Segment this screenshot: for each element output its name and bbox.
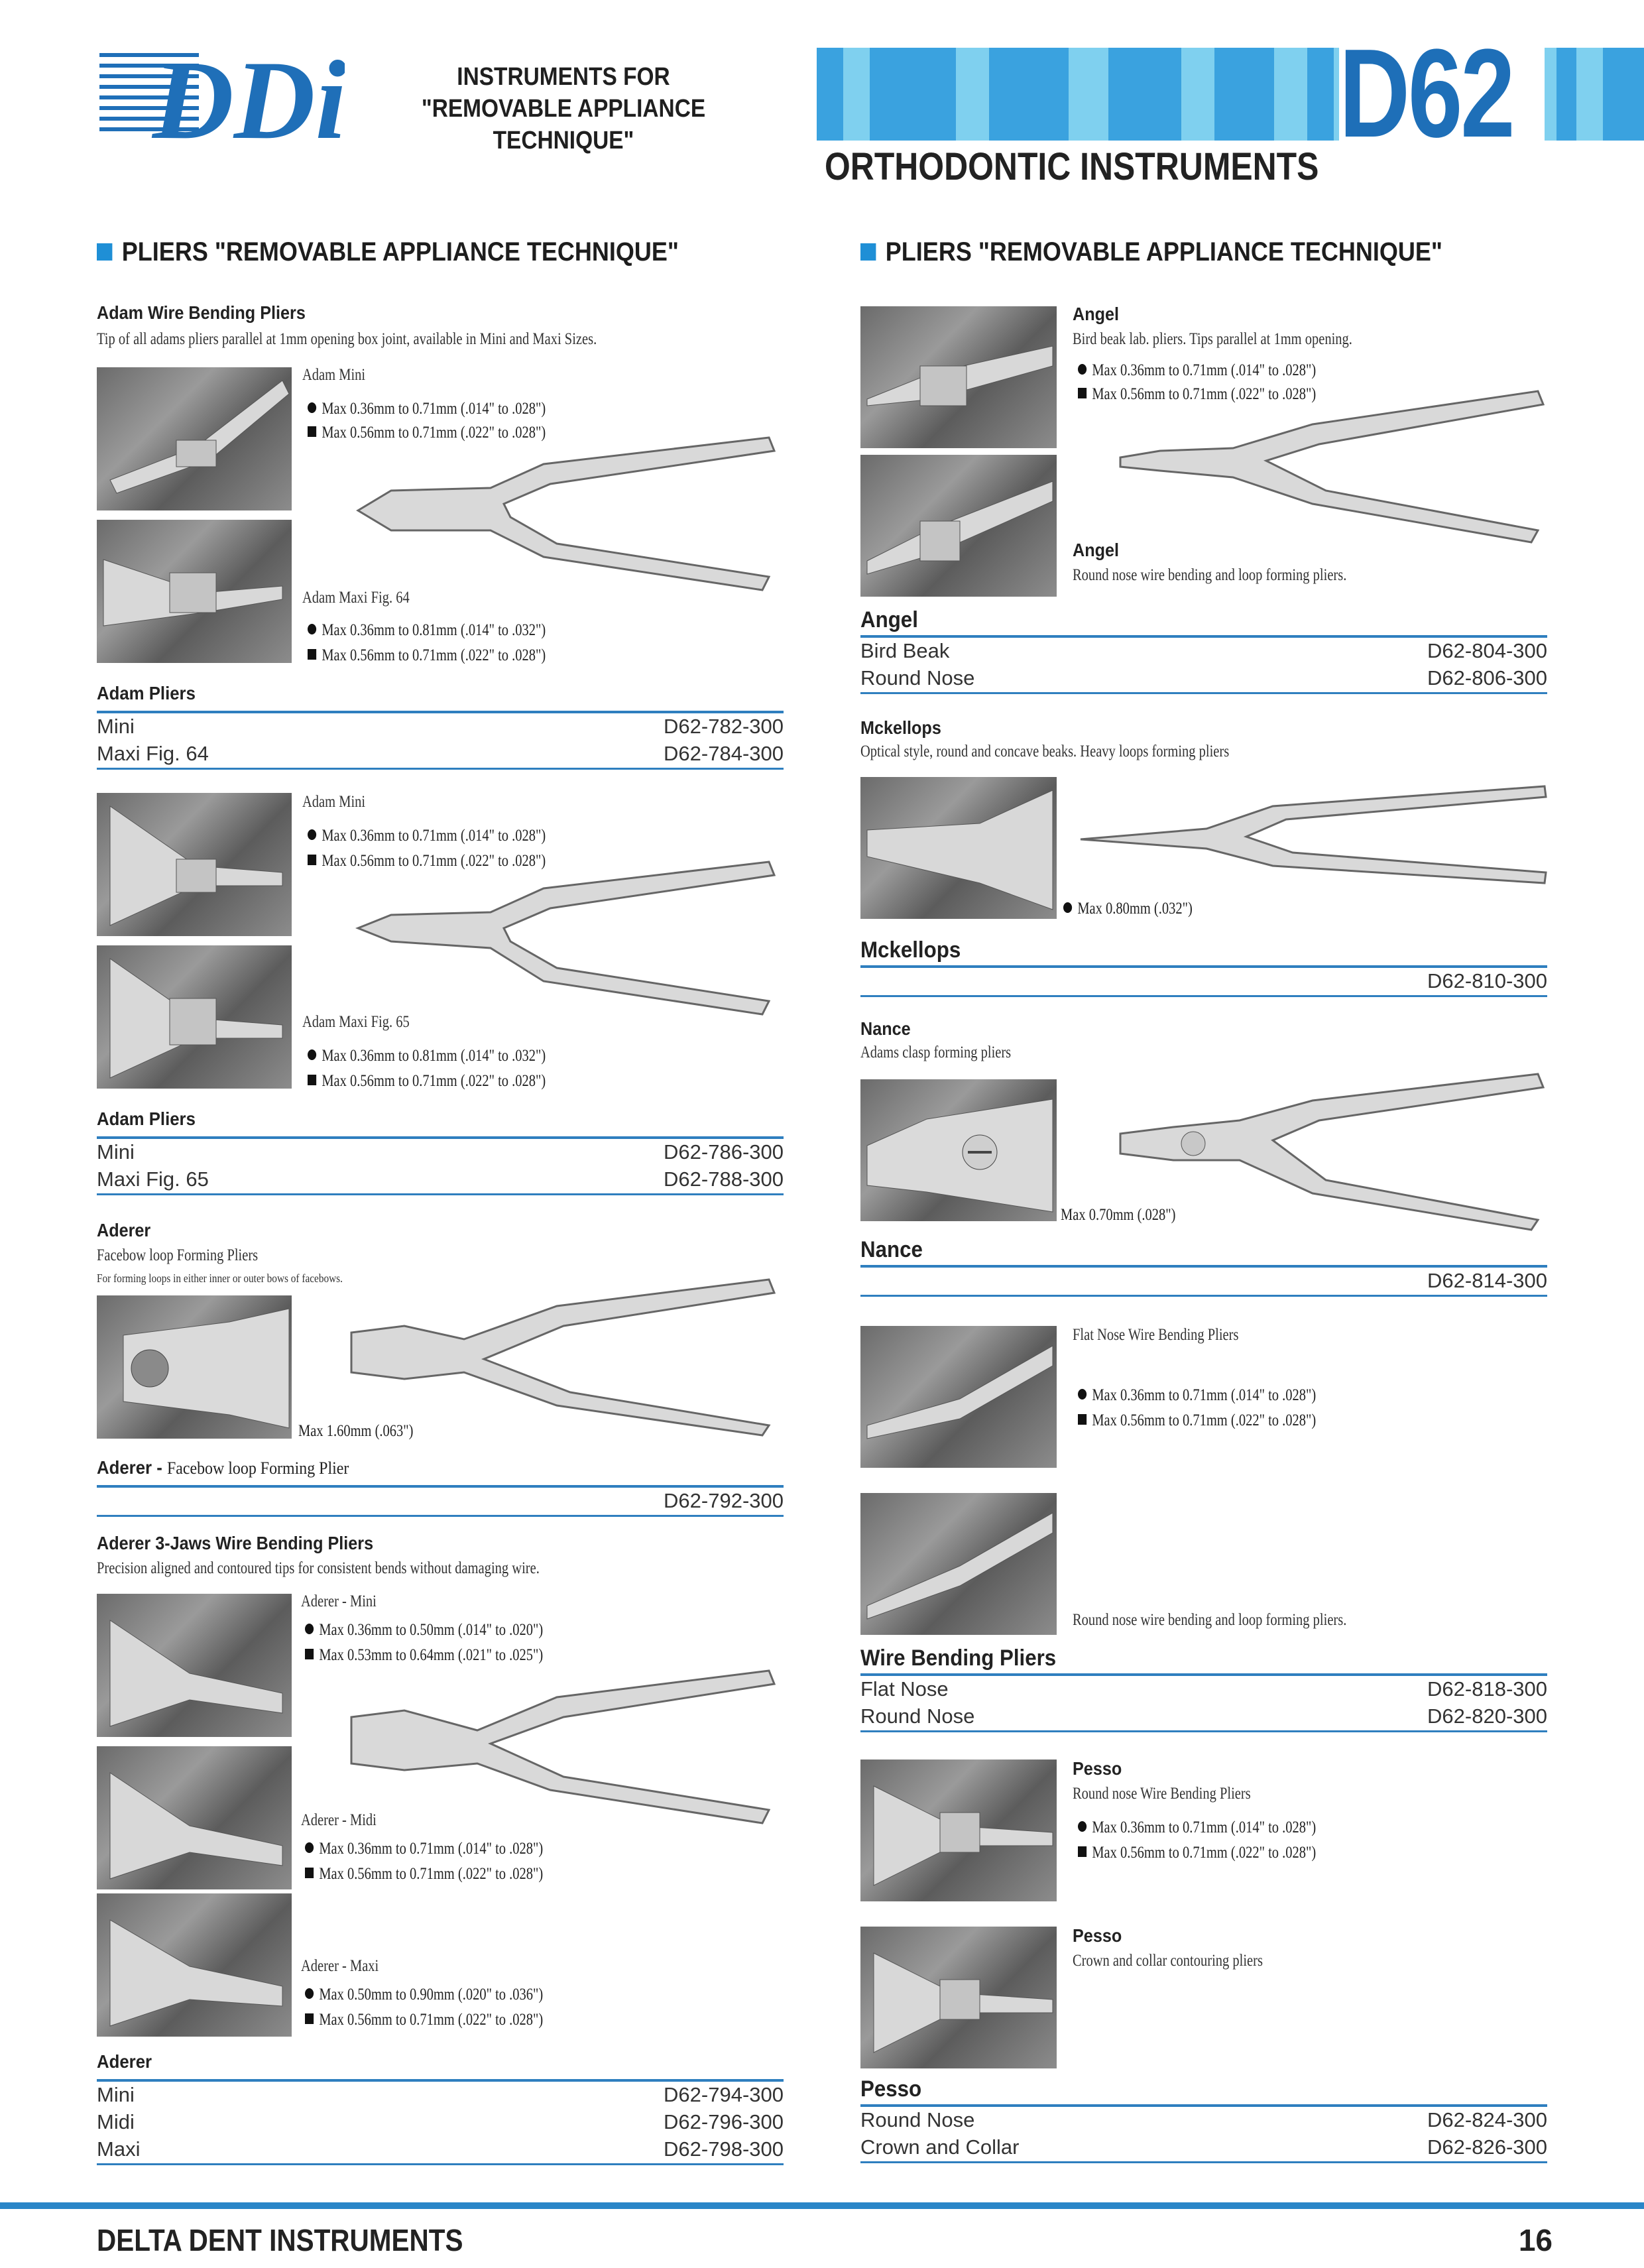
adam-wire-title: Adam Wire Bending Pliers (97, 302, 306, 323)
aderer-plier-drawing (345, 1266, 782, 1439)
header-title-line1: INSTRUMENTS FOR (457, 63, 670, 91)
pesso-spec1: Max 0.36mm to 0.71mm (.014" to .028") (1078, 1815, 1316, 1840)
adam-mini-spec2: Max 0.56mm to 0.71mm (.022" to .028") (308, 420, 546, 446)
adam-mini-label: Adam Mini (302, 366, 366, 384)
angel-spec2: Max 0.56mm to 0.71mm (.022" to .028") (1078, 382, 1316, 407)
table-title: Aderer (97, 2051, 152, 2072)
table-row: Crown and Collar D62-826-300 (860, 2135, 1547, 2159)
adam-mini-2-spec2: Max 0.56mm to 0.71mm (.022" to .028") (308, 849, 546, 874)
round-wire-icon (1078, 364, 1086, 375)
aderer-spec: Max 1.60mm (.063") (298, 1422, 414, 1440)
page-number: 16 (1518, 2223, 1553, 2257)
round-wire-icon (305, 1842, 314, 1853)
adam-mini-photo (97, 367, 292, 510)
adam-mini-2-spec1: Max 0.36mm to 0.71mm (.014" to .028") (308, 823, 546, 849)
table-row: D62-810-300 (1427, 969, 1547, 992)
pesso-title-1: Pesso (1073, 1758, 1122, 1779)
table-title: Nance (860, 1237, 923, 1262)
angel-spec1: Max 0.36mm to 0.71mm (.014" to .028") (1078, 358, 1316, 383)
round-wire-icon (308, 624, 316, 634)
adam-maxi-spec2: Max 0.56mm to 0.71mm (.022" to .028") (308, 643, 546, 668)
aderer-mini-label: Aderer - Mini (301, 1592, 377, 1610)
pesso-title-2: Pesso (1073, 1925, 1122, 1946)
adam-maxi-spec1: Max 0.36mm to 0.81mm (.014" to .032") (308, 618, 546, 643)
adam-pliers-table-1 (97, 683, 784, 770)
footer-rule (0, 2202, 1644, 2209)
table-row: Maxi Fig. 65 D62-788-300 (97, 1167, 784, 1191)
section-square-icon (97, 243, 112, 261)
mckellops-title: Mckellops (860, 717, 941, 738)
round-wire-icon (308, 1049, 316, 1060)
square-wire-icon (305, 1868, 314, 1878)
square-wire-icon (308, 649, 316, 660)
adam-maxi-2-photo (97, 945, 292, 1089)
mckellops-plier-drawing (1074, 773, 1551, 899)
table-row: Round Nose D62-806-300 (860, 666, 1547, 689)
adam-maxi-photo (97, 520, 292, 663)
angel-title-2: Angel (1073, 540, 1120, 560)
table-title: Pesso (860, 2076, 922, 2102)
pesso-crown-photo (860, 1927, 1057, 2068)
table-row: Round Nose D62-820-300 (860, 1704, 1547, 1728)
aderer-title: Aderer (97, 1220, 151, 1240)
pesso-desc-2: Crown and collar contouring pliers (1073, 1952, 1263, 1970)
adam-maxi-2-spec1: Max 0.36mm to 0.81mm (.014" to .032") (308, 1044, 546, 1069)
table-row: Mini D62-794-300 (97, 2083, 784, 2106)
wire-bending-table (860, 1645, 1547, 1732)
flat-nose-spec1: Max 0.36mm to 0.71mm (.014" to .028") (1078, 1383, 1316, 1408)
logo-text: DDi (152, 46, 345, 146)
flat-nose-spec2: Max 0.56mm to 0.71mm (.022" to .028") (1078, 1408, 1316, 1433)
aderer3-plier-drawing (345, 1657, 782, 1830)
angel-title-1: Angel (1073, 304, 1120, 324)
aderer-mini-photo (97, 1594, 292, 1737)
header-subtitle: ORTHODONTIC INSTRUMENTS (825, 145, 1319, 188)
flat-nose-photo (860, 1326, 1057, 1468)
square-wire-icon (308, 426, 316, 437)
aderer-mini-spec1: Max 0.36mm to 0.50mm (.014" to .020") (305, 1618, 543, 1643)
table-row: Bird Beak D62-804-300 (860, 639, 1547, 662)
table-title: Aderer - Facebow loop Forming Plier (97, 1457, 349, 1478)
round-wire-icon (305, 1988, 314, 1999)
nance-photo (860, 1079, 1057, 1221)
mckellops-photo (860, 777, 1057, 919)
adam-pliers-table-2 (97, 1108, 784, 1195)
aderer3-table (97, 2051, 784, 2165)
pesso-desc-1: Round nose Wire Bending Pliers (1073, 1785, 1251, 1803)
angel-plier-drawing (1114, 385, 1551, 544)
pesso-table (860, 2076, 1547, 2163)
adam-maxi-label: Adam Maxi Fig. 64 (302, 589, 410, 607)
table-title: Angel (860, 607, 918, 632)
mckellops-spec: Max 0.80mm (.032") (1063, 896, 1193, 922)
table-title: Mckellops (860, 937, 961, 963)
square-wire-icon (1078, 1414, 1086, 1425)
round-wire-icon (308, 829, 316, 840)
aderer-maxi-photo (97, 1893, 292, 2037)
table-title: Wire Bending Pliers (860, 1645, 1057, 1671)
table-row: Mini D62-786-300 (97, 1140, 784, 1164)
square-wire-icon (308, 855, 316, 865)
aderer-midi-spec2: Max 0.56mm to 0.71mm (.022" to .028") (305, 1862, 543, 1887)
header-title-line2: "REMOVABLE APPLIANCE TECHNIQUE" (421, 95, 706, 154)
catalog-code: D62 (1339, 37, 1545, 150)
angel-desc-1: Bird beak lab. pliers. Tips parallel at 1mm opening. (1073, 330, 1352, 348)
footer-company: DELTA DENT INSTRUMENTS (97, 2223, 463, 2257)
aderer-photo (97, 1295, 292, 1439)
aderer-mini-spec2: Max 0.53mm to 0.64mm (.021" to .025") (305, 1643, 543, 1668)
table-row: D62-814-300 (1427, 1269, 1547, 1292)
round-nose-label: Round nose wire bending and loop forming pliers. (1073, 1611, 1347, 1629)
left-section-title: PLIERS "REMOVABLE APPLIANCE TECHNIQUE" (97, 237, 679, 267)
table-row: Flat Nose D62-818-300 (860, 1677, 1547, 1701)
adam-2-plier-drawing (345, 849, 782, 1021)
right-section-title: PLIERS "REMOVABLE APPLIANCE TECHNIQUE" (860, 237, 1442, 267)
aderer-maxi-spec2: Max 0.56mm to 0.71mm (.022" to .028") (305, 2007, 543, 2033)
adam-maxi-2-spec2: Max 0.56mm to 0.71mm (.022" to .028") (308, 1069, 546, 1094)
round-nose-photo (860, 1493, 1057, 1635)
ddi-logo (99, 46, 345, 146)
pesso-round-nose-photo (860, 1760, 1057, 1901)
section-square-icon (860, 243, 876, 261)
table-row: Maxi Fig. 64 D62-784-300 (97, 742, 784, 765)
aderer-midi-spec1: Max 0.36mm to 0.71mm (.014" to .028") (305, 1836, 543, 1862)
table-row: Midi D62-796-300 (97, 2110, 784, 2133)
adam-mini-2-label: Adam Mini (302, 793, 366, 811)
adam-plier-drawing (345, 424, 782, 597)
angel-bird-beak-photo (860, 306, 1057, 448)
adam-mini-2-photo (97, 793, 292, 936)
nance-desc: Adams clasp forming pliers (860, 1044, 1012, 1061)
round-wire-icon (1063, 902, 1072, 913)
table-title: Adam Pliers (97, 1108, 196, 1129)
nance-spec: Max 0.70mm (.028") (1061, 1206, 1176, 1224)
square-wire-icon (305, 2013, 314, 2024)
aderer-desc: Facebow loop Forming Pliers (97, 1246, 259, 1264)
table-row: Mini D62-782-300 (97, 715, 784, 738)
square-wire-icon (1078, 388, 1086, 398)
pesso-spec2: Max 0.56mm to 0.71mm (.022" to .028") (1078, 1840, 1316, 1866)
aderer-midi-photo (97, 1746, 292, 1889)
aderer3-title: Aderer 3-Jaws Wire Bending Pliers (97, 1533, 374, 1553)
angel-table (860, 607, 1547, 694)
adam-mini-spec1: Max 0.36mm to 0.71mm (.014" to .028") (308, 396, 546, 422)
table-title: Adam Pliers (97, 683, 196, 703)
nance-title: Nance (860, 1018, 911, 1039)
angel-desc-2: Round nose wire bending and loop forming pliers. (1073, 566, 1347, 584)
table-row: Round Nose D62-824-300 (860, 2108, 1547, 2131)
square-wire-icon (308, 1075, 316, 1085)
flat-nose-label: Flat Nose Wire Bending Pliers (1073, 1326, 1239, 1344)
aderer3-desc: Precision aligned and contoured tips for consistent bends without damaging wire. (97, 1559, 540, 1577)
square-wire-icon (305, 1649, 314, 1659)
mckellops-desc: Optical style, round and concave beaks. Heavy loops forming pliers (860, 743, 1230, 760)
adam-maxi-2-label: Adam Maxi Fig. 65 (302, 1013, 410, 1031)
round-wire-icon (308, 402, 316, 413)
aderer-table (97, 1457, 784, 1517)
nance-table (860, 1237, 1547, 1297)
table-row: D62-792-300 (664, 1489, 784, 1512)
round-wire-icon (1078, 1389, 1086, 1400)
table-row: Maxi D62-798-300 (97, 2137, 784, 2161)
aderer-small-desc: For forming loops in either inner or outer bows of facebows. (97, 1272, 343, 1285)
round-wire-icon (305, 1624, 314, 1634)
mckellops-table (860, 937, 1547, 997)
aderer-maxi-spec1: Max 0.50mm to 0.90mm (.020" to .036") (305, 1982, 543, 2007)
round-wire-icon (1078, 1821, 1086, 1832)
angel-round-nose-photo (860, 455, 1057, 597)
square-wire-icon (1078, 1846, 1086, 1857)
header-title (359, 61, 768, 156)
adam-wire-desc: Tip of all adams pliers parallel at 1mm opening box joint, available in Mini and Maxi Sizes. (97, 330, 597, 348)
nance-plier-drawing (1114, 1061, 1551, 1233)
aderer-maxi-label: Aderer - Maxi (301, 1957, 379, 1975)
aderer-midi-label: Aderer - Midi (301, 1811, 377, 1829)
